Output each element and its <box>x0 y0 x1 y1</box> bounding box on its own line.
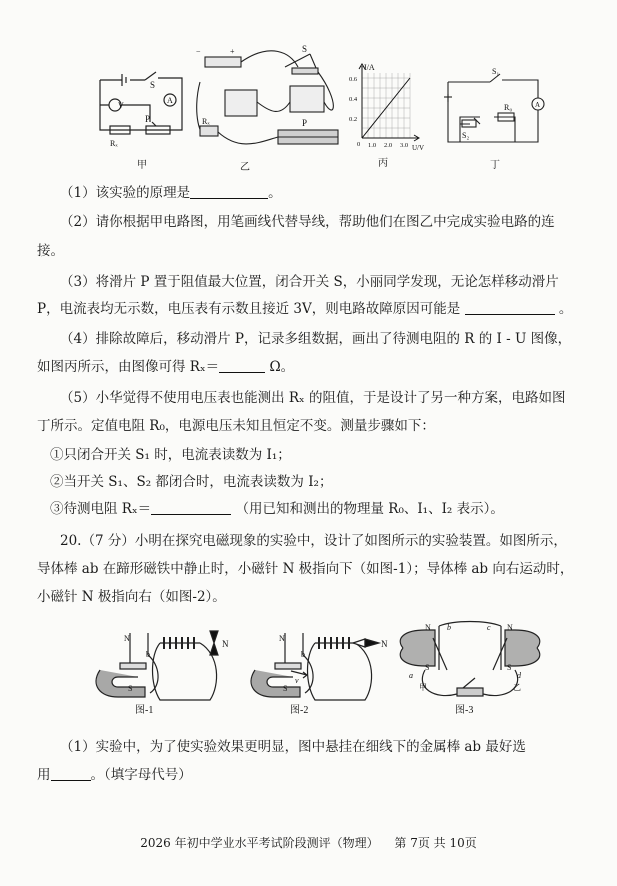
q20-line1: 20.（7 分）小明在探究电磁现象的实验中，设计了如图所示的实验装置。如图所示， <box>60 533 567 549</box>
figure-bing-caption: 丙 <box>378 158 388 169</box>
figure-2-caption: 图-2 <box>290 705 309 715</box>
yi-switch-label: S <box>302 44 308 54</box>
figure-ding-caption: 丁 <box>490 160 500 171</box>
q19-part4-line2: 如图丙所示，由图像可得 Rₓ＝ Ω。 <box>37 359 295 375</box>
svg-text:+: + <box>230 47 235 56</box>
graph-y-tick: 0.6 <box>349 76 358 83</box>
q20-part1-line1: （1）实验中，为了使实验效果更明显，图中悬挂在细线下的金属棒 ab 最好选 <box>60 739 526 755</box>
slider-label: P <box>145 114 151 124</box>
figure-3-caption: 图-3 <box>455 705 474 716</box>
figure-1-caption: 图-1 <box>135 705 154 715</box>
q20-part1-line2: 用 。（填字母代号） <box>37 767 192 783</box>
q19-part3-line1: （3）将滑片 P 置于阻值最大位置，闭合开关 S，小丽同学发现，无论怎样移动滑片 <box>60 274 559 290</box>
q20-line3: 小磁针 N 极指向右（如图-2）。 <box>37 589 226 605</box>
fig2-n-label: N <box>279 634 285 643</box>
graph-y-tick: 0.2 <box>349 116 358 123</box>
fig3-c-label: c <box>487 623 491 632</box>
voltmeter-symbol-label: V <box>118 101 124 110</box>
fig1-s-label: S <box>128 684 133 693</box>
figure-ding <box>440 62 550 174</box>
ding-switch-1-label: S₁ <box>492 67 500 76</box>
q19-part1: （1）该实验的原理是 。 <box>60 185 282 201</box>
fig3-jia-label: 甲 <box>419 683 427 692</box>
q19-part3-line2: P，电流表均无示数，电压表有示数且接近 3V，则电路故障原因可能是 。 <box>37 301 573 317</box>
fig2-needle-n-label: N <box>381 639 388 649</box>
figure-yi-caption: 乙 <box>240 162 250 173</box>
answer-blank[interactable] <box>151 500 231 515</box>
fig3-left-n-label: N <box>425 623 431 632</box>
graph-x-tick: 2.0 <box>384 142 393 149</box>
q19-step3: ③待测电阻 Rₓ＝ （用已知和测出的物理量 R₀、I₁、I₂ 表示）。 <box>50 501 504 517</box>
q19-part5-line1: （5）小华觉得不使用电压表也能测出 Rₓ 的阻值，于是设计了另一种方案，电路如图 <box>60 390 566 406</box>
graph-y-axis-label: I/A <box>364 63 375 72</box>
figure-3 <box>395 618 545 716</box>
resistor-label: Rₓ <box>110 139 118 148</box>
answer-blank[interactable] <box>51 766 91 781</box>
switch-label: S <box>150 80 156 90</box>
fig3-left-s-label: S <box>425 663 430 672</box>
fig3-right-n-label: N <box>507 623 513 632</box>
yi-resistor-label: Rₓ <box>202 117 210 126</box>
fig3-right-s-label: S <box>507 663 512 672</box>
fig1-n-label: N <box>124 634 130 643</box>
ding-r0-label: R₀ <box>504 103 513 112</box>
page-footer <box>0 834 617 851</box>
graph-y-tick: 0.4 <box>349 96 358 103</box>
q19-step2: ②当开关 S₁、S₂ 都闭合时，电流表读数为 I₂； <box>50 474 333 490</box>
svg-text:−: − <box>196 47 201 56</box>
fig3-d-label: d <box>517 671 521 680</box>
q19-step1: ①只闭合开关 S₁ 时，电流表读数为 I₁； <box>50 447 291 463</box>
q19-part5-line2: 丁所示。定值电阻 R₀，电源电压未知且恒定不变。测量步骤如下： <box>37 418 435 434</box>
answer-blank[interactable] <box>219 358 265 373</box>
graph-x-axis-label: U/V <box>412 144 425 152</box>
q20-line2: 导体棒 ab 在蹄形磁铁中静止时，小磁针 N 极指向下（如图-1）；导体棒 ab 向右运动时， <box>37 561 574 577</box>
q19-part2-line1: （2）请你根据甲电路图，用笔画线代替导线，帮助他们在图乙中完成实验电路的连 <box>60 214 555 230</box>
graph-x-tick: 3.0 <box>400 142 409 149</box>
fig3-yi-label: 乙 <box>513 683 521 692</box>
figure-jia <box>90 60 190 175</box>
fig3-a-label: a <box>409 671 413 680</box>
answer-blank[interactable] <box>190 184 268 199</box>
fig2-s-label: S <box>283 684 288 693</box>
figure-bing-graph <box>348 58 428 176</box>
ammeter-symbol-label: A <box>167 96 173 105</box>
yi-slider-label: P <box>302 118 308 128</box>
answer-blank[interactable] <box>465 300 555 315</box>
graph-x-tick: 1.0 <box>368 142 377 149</box>
q19-part2-line2: 接。 <box>37 243 64 259</box>
footer-title: 2026 年初中学业水平考试阶段测评（物理） <box>140 836 379 850</box>
fig3-b-label: b <box>447 623 451 632</box>
figure-yi <box>190 42 350 177</box>
ding-switch-2-label: S₂ <box>462 131 470 140</box>
fig2-v-label: v <box>295 676 299 685</box>
fig2-b-label: b <box>301 650 305 659</box>
q19-part4-line1: （4）排除故障后，移动滑片 P，记录多组数据，画出了待测电阻的 R 的 I - U 图像， <box>60 331 572 347</box>
graph-origin: 0 <box>357 141 361 148</box>
footer-page-number: 第 7页 共 10页 <box>394 836 477 850</box>
fig1-b-label: b <box>146 650 150 659</box>
figure-1 <box>90 625 240 715</box>
figure-jia-caption: 甲 <box>137 160 147 171</box>
ding-ammeter-label: A <box>535 101 541 109</box>
figure-2 <box>245 625 395 715</box>
fig1-needle-n-label: N <box>222 639 229 649</box>
